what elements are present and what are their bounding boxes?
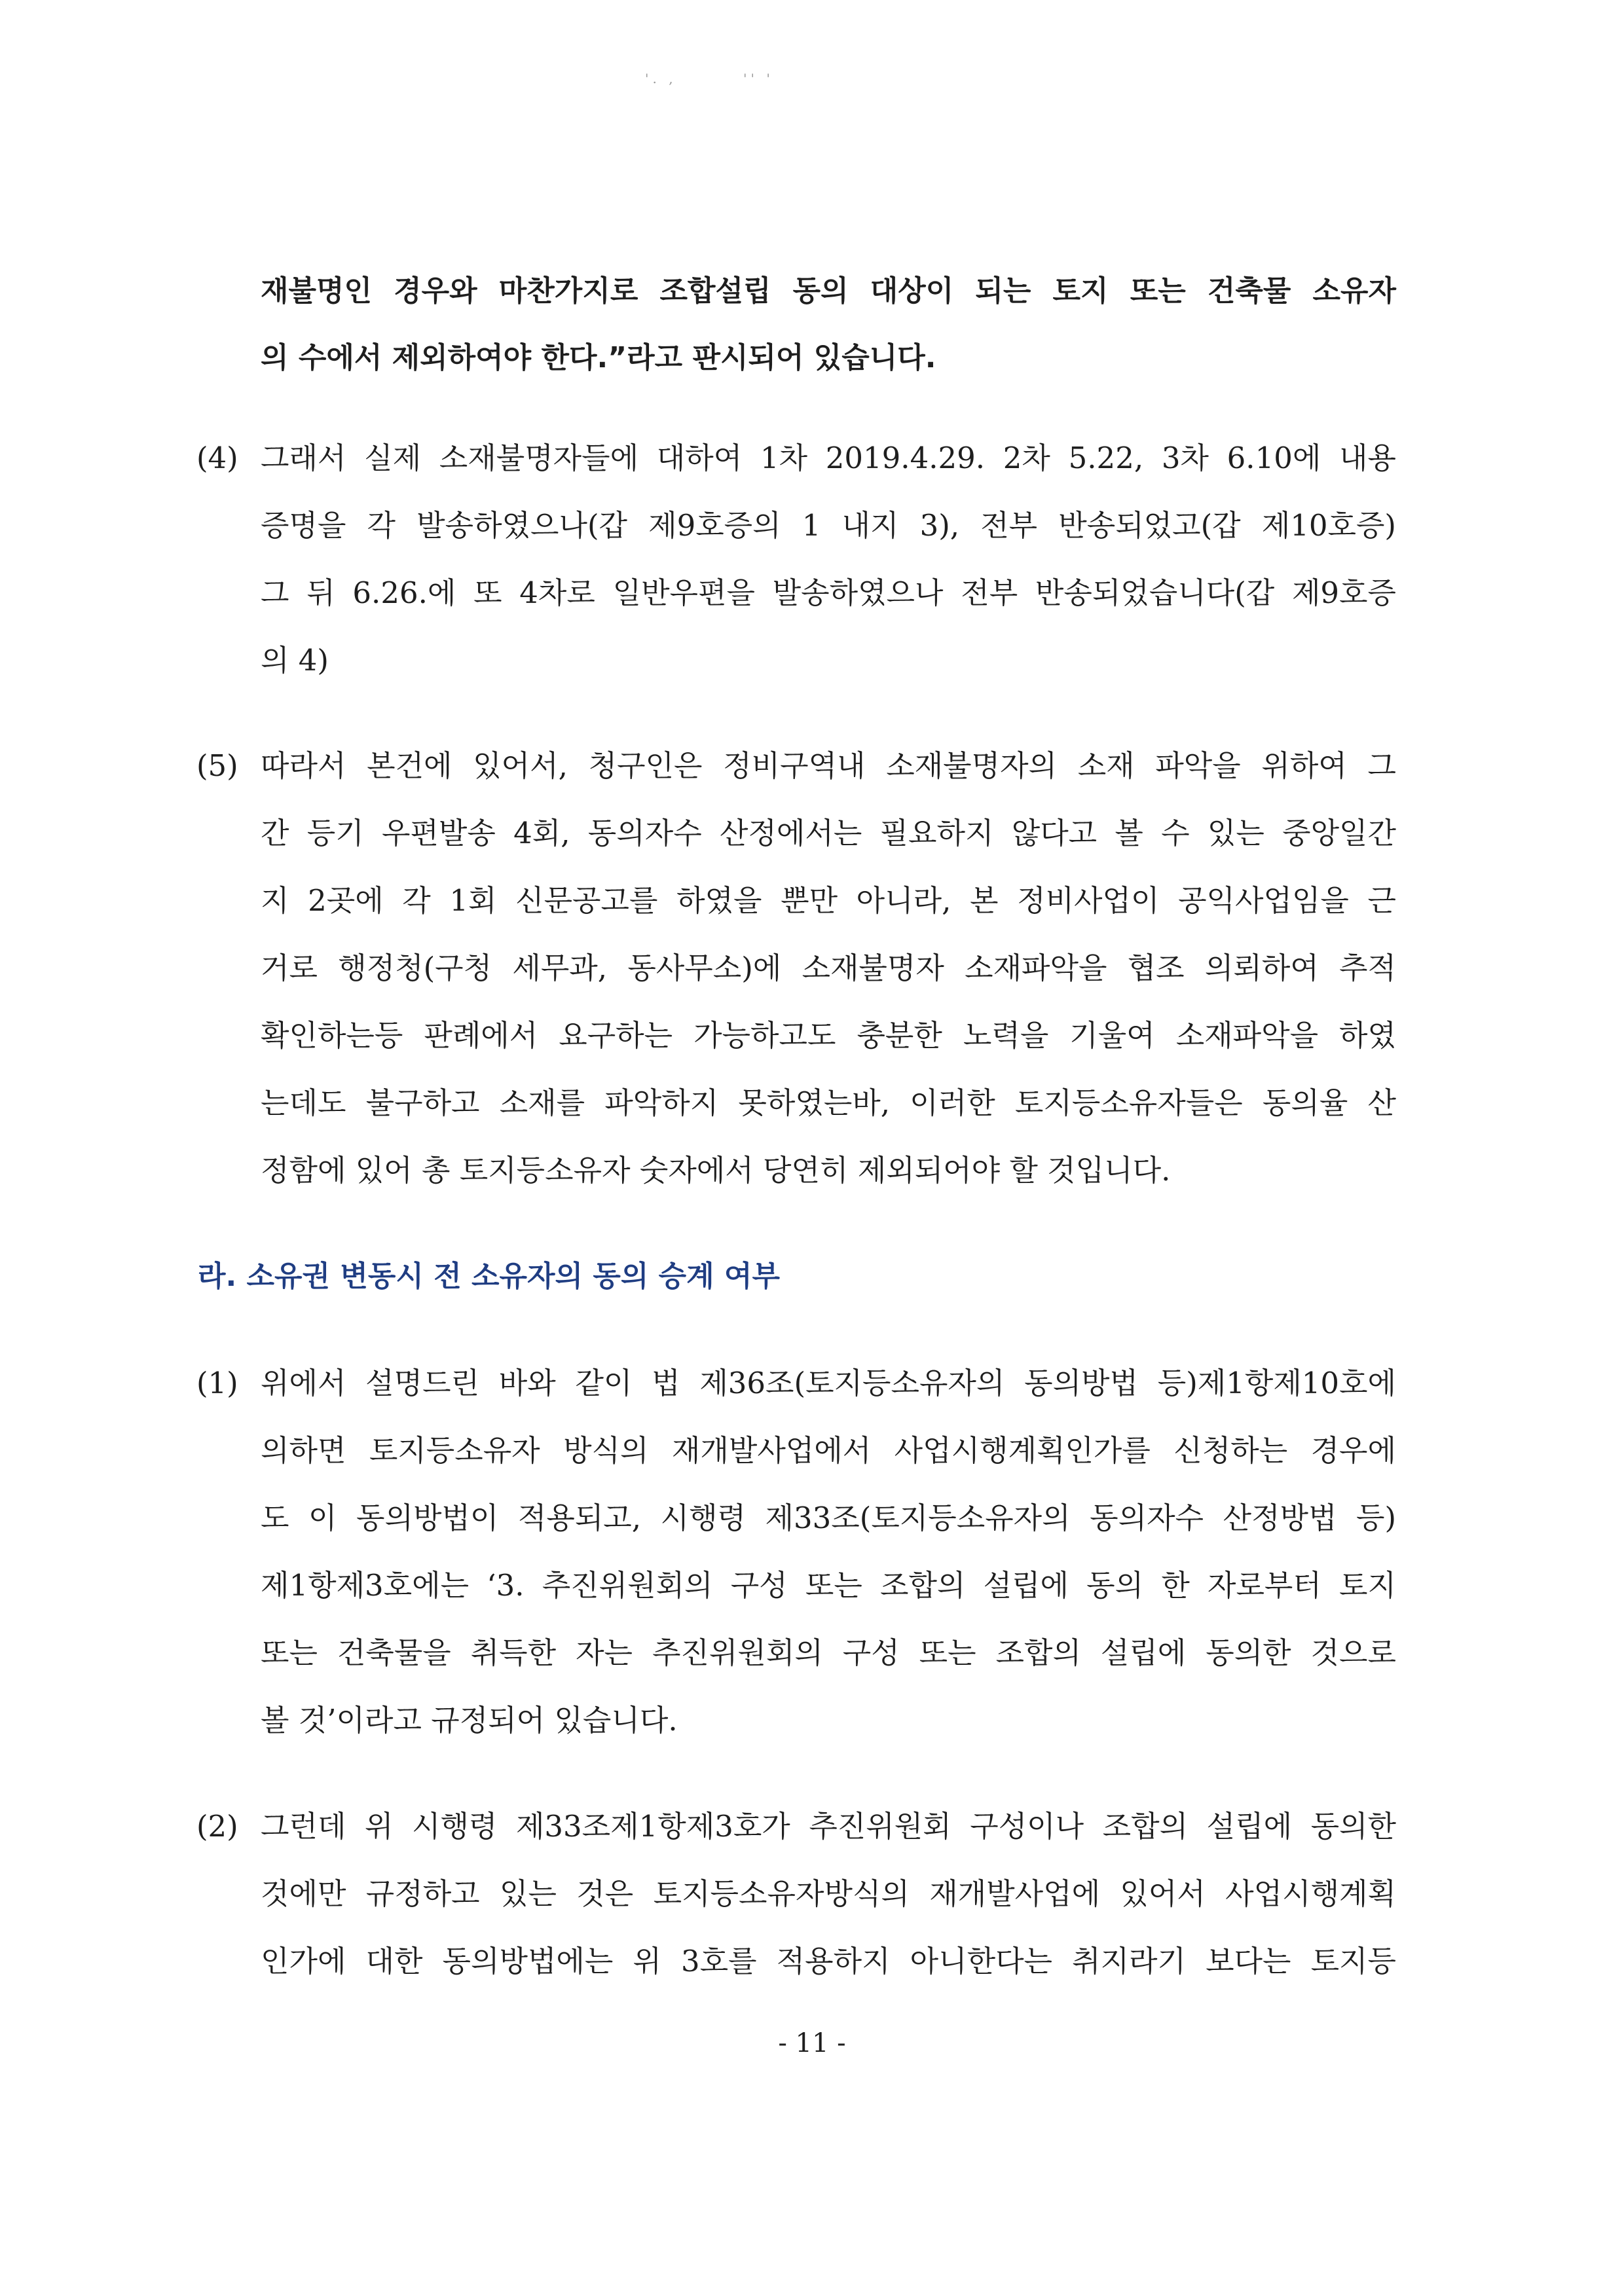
sub-1-line: 또는 건축물을 취득한 자는 추진위원회의 구성 또는 조합의 설립에 동의한 것으로 — [261, 1635, 1396, 1670]
intro-line: 재불명인 경우와 마찬가지로 조합설립 동의 대상이 되는 토지 또는 건축물 소유자 — [261, 274, 1396, 308]
item-4-line: 의 4) — [261, 643, 329, 678]
item-5-marker: (5) — [196, 748, 238, 783]
sub-2-line: 그런데 위 시행령 제33조제1항제3호가 추진위원회 구성이나 조합의 설립에 동의한 — [261, 1809, 1396, 1844]
item-4-line: 그 뒤 6.26.에 또 4차로 일반우편을 발송하였으나 전부 반송되었습니다(갑 제9호증 — [261, 575, 1396, 610]
sub-1-line: 볼 것’이라고 규정되어 있습니다. — [261, 1703, 678, 1738]
item-5-line: 는데도 불구하고 소재를 파악하지 못하였는바, 이러한 토지등소유자들은 동의율 산 — [261, 1085, 1396, 1120]
item-4-marker: (4) — [196, 441, 238, 475]
sub-2-line: 인가에 대한 동의방법에는 위 3호를 적용하지 아니한다는 취지라기 보다는 토지등 — [261, 1944, 1396, 1978]
sub-2-marker: (2) — [196, 1809, 238, 1844]
sub-1-line: 위에서 설명드린 바와 같이 법 제36조(토지등소유자의 동의방법 등)제1항제10호에 — [261, 1366, 1396, 1400]
sub-1-marker: (1) — [196, 1366, 238, 1400]
scan-artifact: '. , — [645, 71, 677, 86]
scan-artifact: '' ' — [743, 71, 774, 86]
item-4-line: 증명을 각 발송하였으나(갑 제9호증의 1 내지 3), 전부 반송되었고(갑 제10호증) — [261, 508, 1396, 543]
item-4-line: 그래서 실제 소재불명자들에 대하여 1차 2019.4.29. 2차 5.22, 3차 6.10에 내용 — [261, 441, 1396, 475]
section-heading: 라. 소유권 변동시 전 소유자의 동의 승계 여부 — [198, 1260, 781, 1293]
sub-1-line: 도 이 동의방법이 적용되고, 시행령 제33조(토지등소유자의 동의자수 산정방법 등) — [261, 1501, 1396, 1535]
intro-line: 의 수에서 제외하여야 한다.”라고 판시되어 있습니다. — [261, 341, 936, 374]
sub-1-line: 의하면 토지등소유자 방식의 재개발사업에서 사업시행계획인가를 신청하는 경우에 — [261, 1433, 1396, 1468]
sub-1-line: 제1항제3호에는 ‘3. 추진위원회의 구성 또는 조합의 설립에 동의 한 자로부터 토지 — [261, 1568, 1396, 1603]
item-5-line: 지 2곳에 각 1회 신문공고를 하였을 뿐만 아니라, 본 정비사업이 공익사업임을 근 — [261, 883, 1396, 918]
item-5-line: 거로 행정청(구청 세무과, 동사무소)에 소재불명자 소재파악을 협조 의뢰하여 추적 — [261, 951, 1396, 985]
sub-2-line: 것에만 규정하고 있는 것은 토지등소유자방식의 재개발사업에 있어서 사업시행계획 — [261, 1876, 1396, 1911]
item-5-line: 정함에 있어 총 토지등소유자 숫자에서 당연히 제외되어야 할 것입니다. — [261, 1153, 1171, 1188]
item-5-line: 따라서 본건에 있어서, 청구인은 정비구역내 소재불명자의 소재 파악을 위하여 그 — [261, 748, 1396, 783]
page-number: - 11 - — [778, 2028, 846, 2058]
item-5-line: 간 등기 우편발송 4회, 동의자수 산정에서는 필요하지 않다고 볼 수 있는 중앙일간 — [261, 816, 1396, 850]
item-5-line: 확인하는등 판례에서 요구하는 가능하고도 충분한 노력을 기울여 소재파악을 하였 — [261, 1018, 1396, 1053]
